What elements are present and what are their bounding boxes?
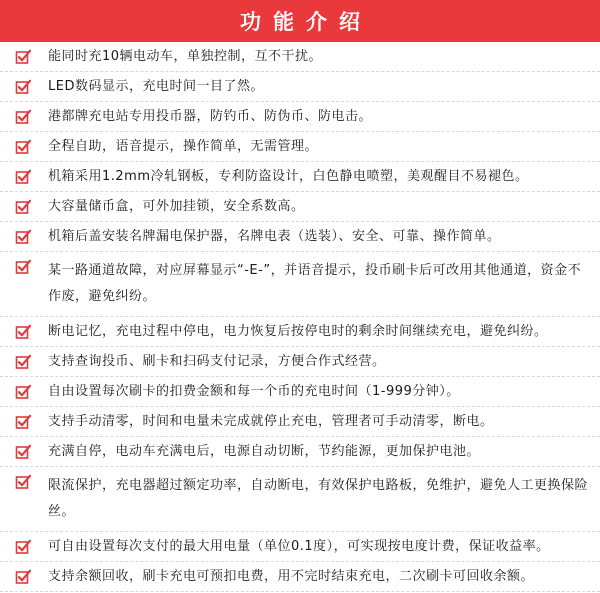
feature-text: 某一路通道故障，对应屏幕显示“-E-”，并语音提示，投币刷卡后可改用其他通道，资金不作废，避免纠纷。 bbox=[48, 263, 582, 304]
feature-text: 断电记忆，充电过程中停电，电力恢复后按停电时的剩余时间继续充电，避免纠纷。 bbox=[48, 324, 548, 339]
feature-item bbox=[0, 467, 600, 532]
feature-text: 支持查询投币、刷卡和扫码支付记录，方便合作式经营。 bbox=[48, 354, 386, 369]
feature-item bbox=[0, 347, 600, 377]
feature-item bbox=[0, 132, 600, 162]
feature-text: 支持余额回收，刷卡充电可预扣电费，用不完时结束充电，二次刷卡可回收余额。 bbox=[48, 569, 535, 584]
checkbox-checked-icon bbox=[15, 259, 31, 275]
feature-text: 能同时充10辆电动车，单独控制，互不干扰。 bbox=[48, 49, 323, 64]
feature-text: 机箱采用1.2mm冷轧钢板，专利防盗设计，白色静电喷塑，美观醒目不易褪色。 bbox=[48, 169, 529, 184]
checkbox-checked-icon bbox=[15, 109, 31, 125]
checkbox-checked-icon bbox=[15, 569, 31, 585]
feature-list bbox=[0, 42, 600, 592]
feature-text: 充满自停，电动车充满电后，电源自动切断，节约能源，更加保护电池。 bbox=[48, 444, 481, 459]
feature-item bbox=[0, 407, 600, 437]
checkbox-checked-icon bbox=[15, 444, 31, 460]
feature-item bbox=[0, 222, 600, 252]
feature-item bbox=[0, 317, 600, 347]
checkbox-checked-icon bbox=[15, 474, 31, 490]
feature-text: 机箱后盖安装名牌漏电保护器，名牌电表（选装）、安全、可靠、操作简单。 bbox=[48, 229, 501, 244]
checkbox-checked-icon bbox=[15, 414, 31, 430]
feature-item bbox=[0, 562, 600, 592]
feature-item bbox=[0, 377, 600, 407]
feature-text: 港都牌充电站专用投币器，防钓币、防伪币、防电击。 bbox=[48, 109, 373, 124]
page-title: 功能介绍 bbox=[240, 10, 372, 34]
feature-item bbox=[0, 42, 600, 72]
feature-item bbox=[0, 192, 600, 222]
feature-item bbox=[0, 162, 600, 192]
header-banner bbox=[0, 0, 600, 42]
feature-item bbox=[0, 252, 600, 317]
feature-text: 可自由设置每次支付的最大用电量（单位0.1度），可实现按电度计费，保证收益率。 bbox=[48, 539, 550, 554]
feature-item bbox=[0, 437, 600, 467]
feature-text: 自由设置每次刷卡的扣费金额和每一个币的充电时间（1-999分钟）。 bbox=[48, 384, 460, 399]
feature-text: 全程自助，语音提示，操作简单，无需管理。 bbox=[48, 139, 319, 154]
checkbox-checked-icon bbox=[15, 354, 31, 370]
checkbox-checked-icon bbox=[15, 324, 31, 340]
feature-item bbox=[0, 532, 600, 562]
checkbox-checked-icon bbox=[15, 229, 31, 245]
feature-text: 大容量储币盒，可外加挂锁，安全系数高。 bbox=[48, 199, 305, 214]
checkbox-checked-icon bbox=[15, 49, 31, 65]
checkbox-checked-icon bbox=[15, 79, 31, 95]
feature-text: 支持手动清零，时间和电量未完成就停止充电，管理者可手动清零，断电。 bbox=[48, 414, 494, 429]
feature-text: 限流保护，充电器超过额定功率，自动断电，有效保护电路板，免维护，避免人工更换保险丝。 bbox=[48, 478, 589, 519]
feature-text: LED数码显示，充电时间一目了然。 bbox=[48, 79, 264, 94]
checkbox-checked-icon bbox=[15, 199, 31, 215]
checkbox-checked-icon bbox=[15, 384, 31, 400]
feature-item bbox=[0, 72, 600, 102]
feature-item bbox=[0, 102, 600, 132]
checkbox-checked-icon bbox=[15, 539, 31, 555]
checkbox-checked-icon bbox=[15, 139, 31, 155]
checkbox-checked-icon bbox=[15, 169, 31, 185]
